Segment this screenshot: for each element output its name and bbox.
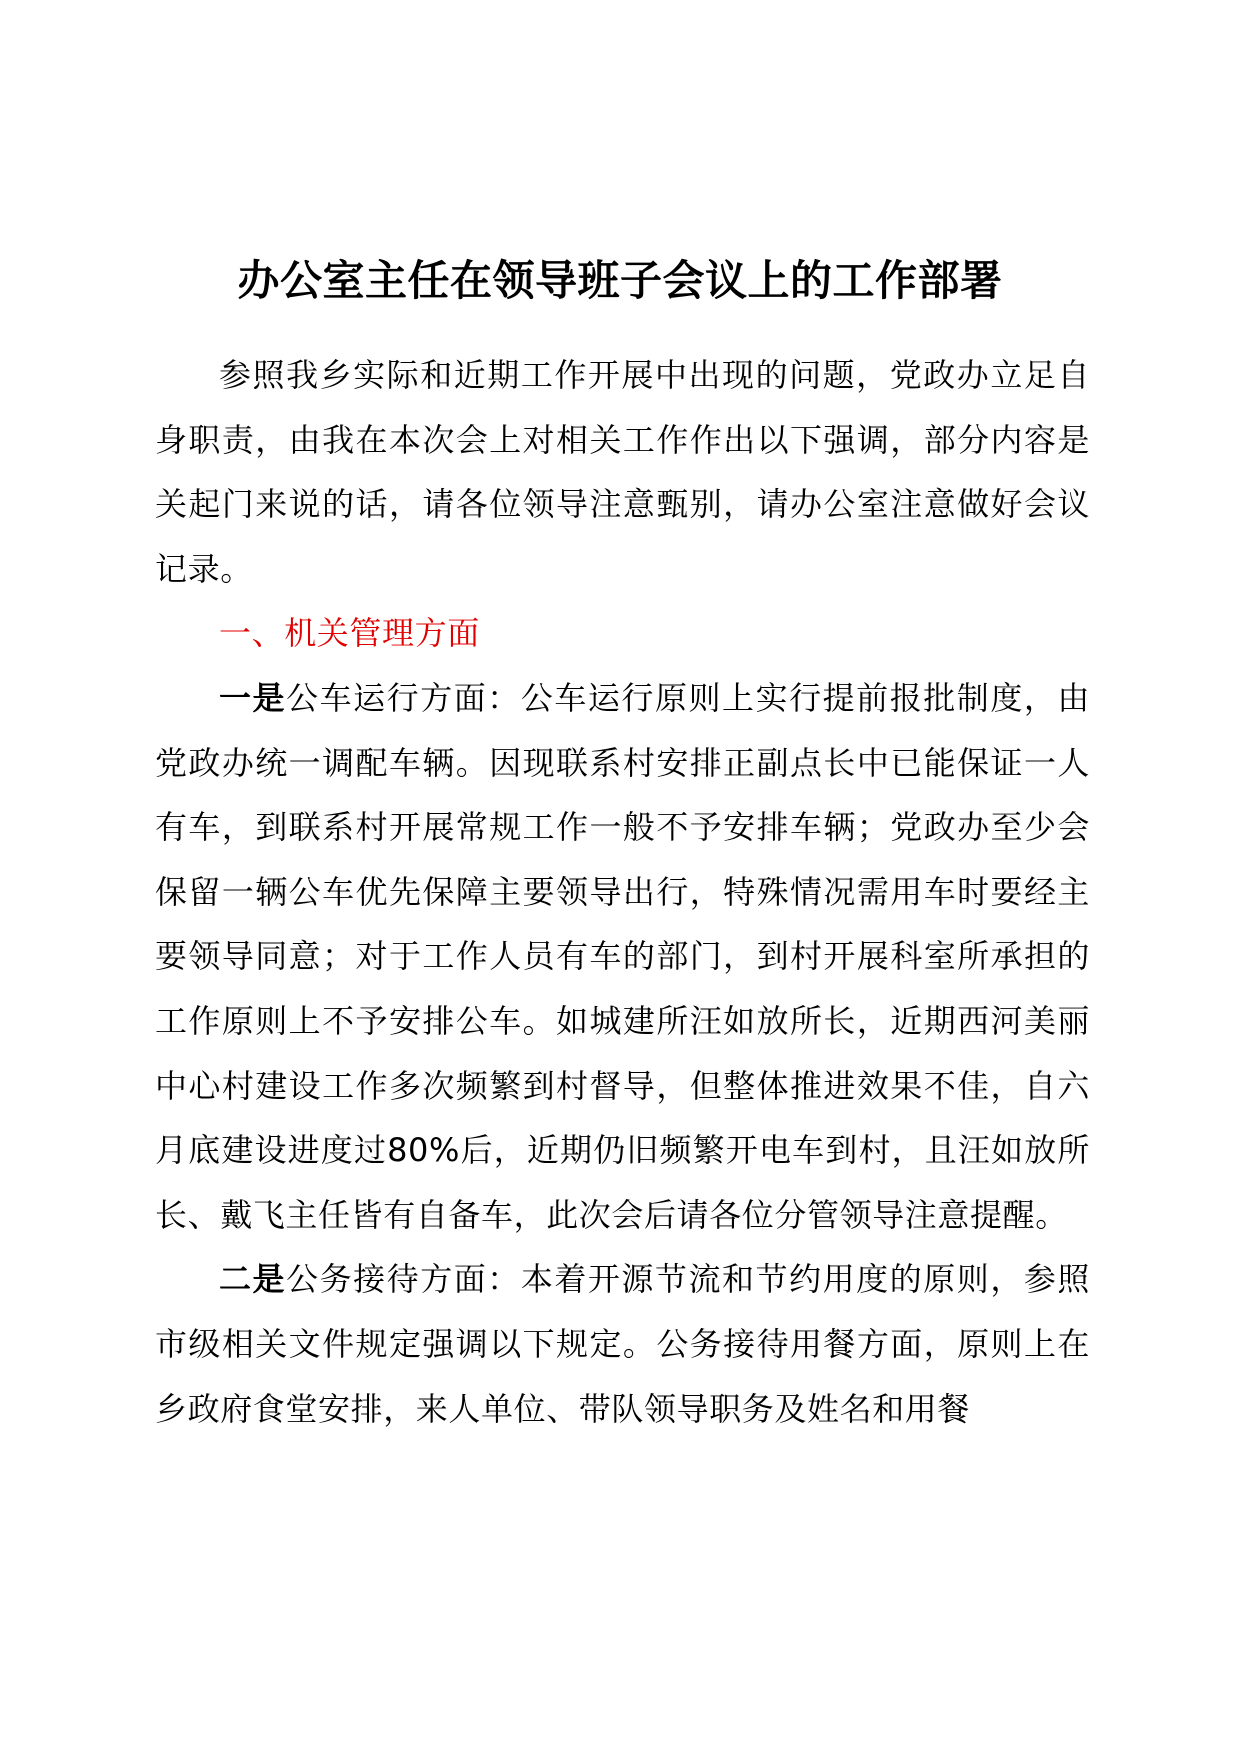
- document-body: [155, 343, 1090, 1441]
- section-heading: 一、机关管理方面: [219, 614, 480, 653]
- item-1-paragraph: [155, 666, 1090, 1247]
- document-title: 办公室主任在领导班子会议上的工作部署: [237, 256, 1003, 305]
- item-2-lead: 二是: [219, 1260, 287, 1299]
- item-1-lead: 一是: [219, 678, 287, 717]
- item-2-paragraph: [155, 1247, 1090, 1441]
- item-1-text: 公车运行方面：公车运行原则上实行提前报批制度，由党政办统一调配车辆。因现联系村安排正副点长中已能保证一人有车，到联系村开展常规工作一般不予安排车辆；党政办至少会保留一辆公车优先保障主要领导出行，特殊情况需用车时要经主要领导同意；对于工作人员有车的部门，到村开展科室所承担的工作原则上不予安排公车。如城建所汪如放所长，近期西河美丽中心村建设工作多次频繁到村督导，但整体推进效果不佳，自六月底建设进度过80%后，近期仍旧频繁开电车到村，且汪如放所长、戴飞主任皆有自备车，此次会后请各位分管领导注意提醒。: [155, 678, 1090, 1234]
- intro-paragraph: 参照我乡实际和近期工作开展中出现的问题，党政办立足自身职责，由我在本次会上对相关工作作出以下强调，部分内容是关起门来说的话，请各位领导注意甄别，请办公室注意做好会议记录。: [155, 356, 1090, 588]
- item-2-text: 公务接待方面：本着开源节流和节约用度的原则，参照市级相关文件规定强调以下规定。公务接待用餐方面，原则上在乡政府食堂安排，来人单位、带队领导职务及姓名和用餐: [155, 1260, 1090, 1428]
